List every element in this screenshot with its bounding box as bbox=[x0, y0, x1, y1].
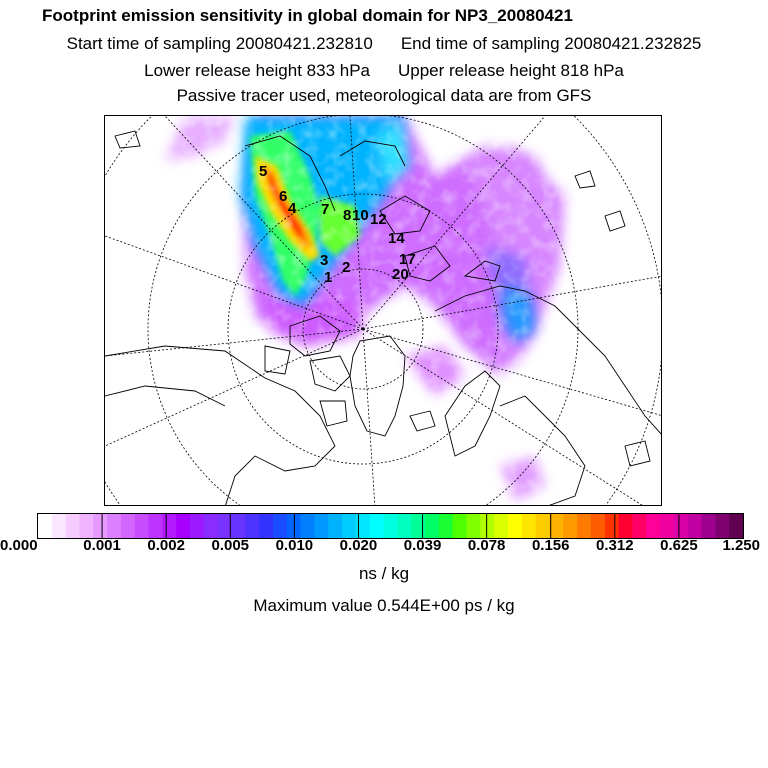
polar-map bbox=[104, 115, 662, 506]
upper-release-height: Upper release height 818 hPa bbox=[398, 61, 624, 80]
colorbar-swatch bbox=[563, 514, 577, 538]
start-time: Start time of sampling 20080421.232810 bbox=[66, 34, 373, 53]
colorbar-swatch bbox=[301, 514, 315, 538]
colorbar-swatch bbox=[549, 514, 563, 538]
colorbar-swatch bbox=[536, 514, 550, 538]
colorbar-swatch bbox=[702, 514, 716, 538]
colorbar-swatch bbox=[370, 514, 384, 538]
release-label-8: 8 bbox=[343, 207, 352, 224]
colorbar-swatch bbox=[453, 514, 467, 538]
colorbar-tick: 0.039 bbox=[403, 537, 442, 554]
colorbar-swatch bbox=[52, 514, 66, 538]
colorbar-swatch bbox=[314, 514, 328, 538]
colorbar-swatch bbox=[508, 514, 522, 538]
colorbar bbox=[37, 513, 744, 539]
colorbar-swatch bbox=[688, 514, 702, 538]
release-label-2: 2 bbox=[342, 259, 351, 276]
colorbar-swatch bbox=[397, 514, 411, 538]
colorbar-swatch bbox=[660, 514, 674, 538]
colorbar-swatch bbox=[204, 514, 218, 538]
tracer-note: Passive tracer used, meteorological data are from GFS bbox=[176, 86, 592, 105]
release-label-3: 3 bbox=[320, 252, 329, 269]
colorbar-swatch bbox=[93, 514, 107, 538]
end-time: End time of sampling 20080421.232825 bbox=[400, 34, 702, 53]
lower-release-height: Lower release height 833 hPa bbox=[144, 61, 370, 80]
release-label-4: 4 bbox=[288, 200, 297, 217]
colorbar-swatch bbox=[245, 514, 259, 538]
colorbar-swatch bbox=[646, 514, 660, 538]
colorbar-tick: 0.010 bbox=[275, 537, 314, 554]
colorbar-tick: 0.001 bbox=[83, 537, 121, 554]
release-label-7: 7 bbox=[321, 201, 330, 218]
release-label-6: 6 bbox=[279, 188, 288, 205]
sampling-times bbox=[0, 34, 768, 54]
colorbar-swatch bbox=[411, 514, 425, 538]
colorbar-swatch bbox=[384, 514, 398, 538]
colorbar-swatch bbox=[480, 514, 494, 538]
colorbar-ticks bbox=[0, 537, 768, 557]
release-heights bbox=[0, 61, 768, 81]
colorbar-tick: 0.005 bbox=[211, 537, 250, 554]
colorbar-swatch bbox=[591, 514, 605, 538]
colorbar-swatch bbox=[38, 514, 52, 538]
colorbar-swatch bbox=[121, 514, 135, 538]
release-label-17: 17 bbox=[399, 251, 416, 268]
maximum-value: Maximum value 0.544E+00 ps / kg bbox=[253, 596, 515, 615]
colorbar-swatch bbox=[259, 514, 273, 538]
colorbar-swatch bbox=[135, 514, 149, 538]
colorbar-swatch bbox=[425, 514, 439, 538]
colorbar-swatch bbox=[674, 514, 688, 538]
colorbar-swatch bbox=[176, 514, 190, 538]
colorbar-swatch bbox=[605, 514, 619, 538]
release-label-14: 14 bbox=[388, 230, 405, 247]
colorbar-swatch bbox=[729, 514, 743, 538]
colorbar-swatch bbox=[107, 514, 121, 538]
colorbar-tick: 1.250 bbox=[722, 537, 760, 554]
map-title: Footprint emission sensitivity in global domain for NP3_20080421 bbox=[42, 6, 573, 25]
colorbar-swatch bbox=[162, 514, 176, 538]
colorbar-swatch bbox=[342, 514, 356, 538]
colorbar-swatch bbox=[715, 514, 729, 538]
colorbar-tick: 0.625 bbox=[660, 537, 698, 554]
colorbar-tick: 0.020 bbox=[339, 537, 378, 554]
colorbar-swatch bbox=[467, 514, 481, 538]
colorbar-swatch bbox=[149, 514, 163, 538]
colorbar-swatch bbox=[494, 514, 508, 538]
colorbar-tick: 0.000 bbox=[0, 537, 38, 554]
colorbar-swatch bbox=[79, 514, 93, 538]
colorbar-swatch bbox=[66, 514, 80, 538]
colorbar-swatch bbox=[522, 514, 536, 538]
colorbar-swatch bbox=[190, 514, 204, 538]
colorbar-swatch bbox=[273, 514, 287, 538]
colorbar-tick: 0.078 bbox=[467, 537, 506, 554]
colorbar-unit: ns / kg bbox=[358, 564, 410, 583]
colorbar-swatch bbox=[232, 514, 246, 538]
colorbar-swatch bbox=[328, 514, 342, 538]
colorbar-swatch bbox=[619, 514, 633, 538]
colorbar-tick: 0.312 bbox=[596, 537, 634, 554]
colorbar-tick: 0.002 bbox=[147, 537, 185, 554]
release-label-10: 10 bbox=[352, 207, 369, 224]
colorbar-swatch bbox=[632, 514, 646, 538]
release-label-20: 20 bbox=[392, 266, 409, 283]
colorbar-swatch bbox=[577, 514, 591, 538]
release-label-1: 1 bbox=[324, 269, 333, 286]
release-label-12: 12 bbox=[370, 211, 387, 228]
colorbar-swatch bbox=[439, 514, 453, 538]
release-label-5: 5 bbox=[259, 163, 268, 180]
colorbar-tick: 0.156 bbox=[531, 537, 570, 554]
